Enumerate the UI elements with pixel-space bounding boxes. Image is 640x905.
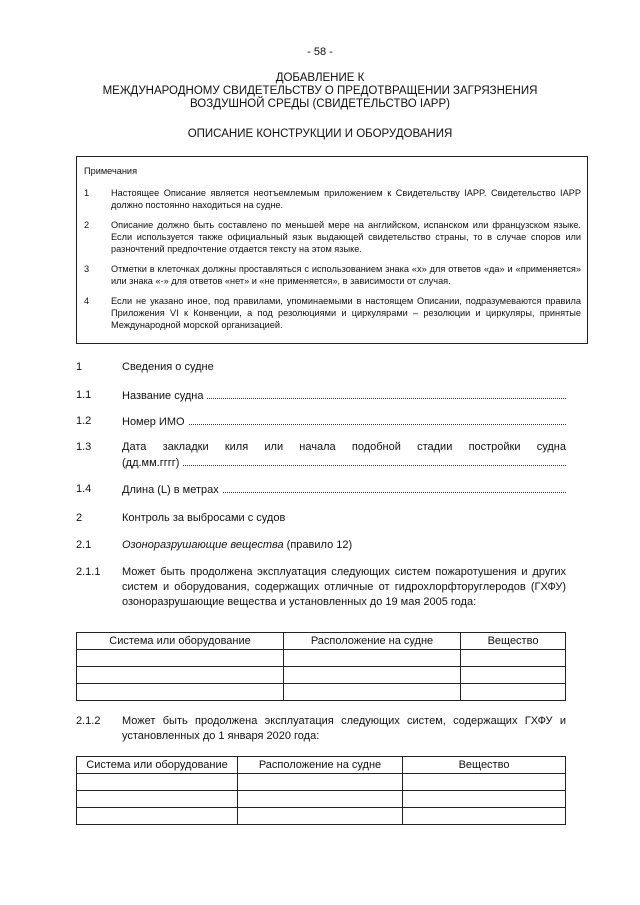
notes-box xyxy=(76,156,588,344)
column-header: Вещество xyxy=(403,757,566,774)
table-cell[interactable] xyxy=(77,684,284,701)
note-text: Отметки в клеточках должны проставляться с использованием знака «x» для ответов «да» и «применяется» или знака «-» для ответов «нет» и «не применяется», в зависимости от случая. xyxy=(111,264,581,286)
section-2-1-1 xyxy=(76,565,566,610)
column-header: Расположение на судне xyxy=(284,633,461,650)
note-number: 4 xyxy=(84,296,90,306)
table-cell[interactable] xyxy=(77,650,284,667)
table-cell[interactable] xyxy=(284,650,461,667)
note-text: Если не указано иное, под правилами, упоминаемыми в настоящем Описании, подразумеваются правила Приложения VI к Конвенции, а под резолюциями и циркулярами – резолюции и циркуляры, принятые Международной морской организацией. xyxy=(111,296,581,330)
table-cell[interactable] xyxy=(461,667,566,684)
column-header: Система или оборудование xyxy=(77,633,284,650)
note-item xyxy=(84,187,581,211)
table-cell[interactable] xyxy=(238,808,403,825)
table-cell[interactable] xyxy=(403,808,566,825)
section-2-1 xyxy=(76,538,566,553)
table-cell[interactable] xyxy=(403,791,566,808)
table-cell[interactable] xyxy=(461,684,566,701)
section-2-1-2 xyxy=(76,714,566,744)
section-number: 1.2 xyxy=(76,415,92,427)
field-label-cont: (дд.мм.гггг) xyxy=(122,457,180,469)
table-cell[interactable] xyxy=(403,774,566,791)
table-row xyxy=(77,684,566,701)
table-header-row xyxy=(77,757,566,774)
note-item xyxy=(84,219,581,255)
table-cell[interactable] xyxy=(77,791,238,808)
table-cell[interactable] xyxy=(284,684,461,701)
table-row xyxy=(77,774,566,791)
note-item xyxy=(84,263,581,287)
table-row xyxy=(77,808,566,825)
table-cell[interactable] xyxy=(77,667,284,684)
imo-number-fill-line[interactable] xyxy=(189,414,566,425)
field-label: Длина (L) в метрах xyxy=(122,484,219,496)
note-number: 1 xyxy=(84,188,90,198)
column-header: Расположение на судне xyxy=(238,757,403,774)
table-header-row xyxy=(77,633,566,650)
field-label: Номер ИМО xyxy=(122,416,185,428)
table-cell[interactable] xyxy=(284,667,461,684)
table-row xyxy=(77,791,566,808)
document-title xyxy=(60,72,580,111)
section-text: Может быть продолжена эксплуатация следующих систем, содержащих ГХФУ и установленных до 1 января 2020 года: xyxy=(122,715,566,742)
table-cell[interactable] xyxy=(77,774,238,791)
field-label: Дата закладки киля или начала подобной стадии постройки судна xyxy=(122,441,566,453)
section-rule-ref: (правило 12) xyxy=(283,539,353,551)
section-number: 2.1.1 xyxy=(76,566,101,578)
column-header: Система или оборудование xyxy=(77,757,238,774)
table-cell[interactable] xyxy=(238,774,403,791)
keel-date-fill-line[interactable] xyxy=(183,455,566,466)
table-cell[interactable] xyxy=(77,808,238,825)
note-item xyxy=(84,295,581,331)
section-number: 1 xyxy=(76,361,83,373)
section-heading: Сведения о судне xyxy=(122,361,214,373)
table-cell[interactable] xyxy=(461,650,566,667)
field-label: Название судна xyxy=(122,390,204,402)
section-1 xyxy=(76,360,566,375)
section-italic-title: Озоноразрушающие вещества xyxy=(122,539,284,551)
column-header: Вещество xyxy=(461,633,566,650)
note-number: 3 xyxy=(84,264,90,274)
title-line: ДОБАВЛЕНИЕ К xyxy=(275,72,365,84)
note-text: Описание должно быть составлено по меньшей мере на английском, испанском или французском языке. Если используется также официальный язык выдающей свидетельство страны, то в случае споров или разночтений предпочтение отдается тексту на этом языке. xyxy=(111,220,581,254)
length-fill-line[interactable] xyxy=(223,482,566,493)
field-ship-name xyxy=(76,388,566,404)
table-cell[interactable] xyxy=(238,791,403,808)
hcfc-systems-table xyxy=(76,756,566,825)
field-keel-date xyxy=(76,440,566,471)
field-length xyxy=(76,482,566,498)
section-2 xyxy=(76,511,566,526)
section-number: 2.1.2 xyxy=(76,715,101,727)
note-text: Настоящее Описание является неотъемлемым приложением к Свидетельству IAPP. Свидетельство IAPP должно постоянно находиться на судне. xyxy=(111,188,581,210)
section-number: 1.3 xyxy=(76,441,92,453)
section-number: 1.4 xyxy=(76,483,92,495)
title-line: МЕЖДУНАРОДНОМУ СВИДЕТЕЛЬСТВУ О ПРЕДОТВРАЩЕНИИ ЗАГРЯЗНЕНИЯ xyxy=(102,85,538,97)
section-number: 1.1 xyxy=(76,389,92,401)
table-row xyxy=(77,650,566,667)
section-number: 2 xyxy=(76,512,83,524)
ods-systems-table xyxy=(76,632,566,701)
page-number: - 58 - xyxy=(307,46,333,58)
note-number: 2 xyxy=(84,220,90,230)
document-subtitle: ОПИСАНИЕ КОНСТРУКЦИИ И ОБОРУДОВАНИЯ xyxy=(187,128,453,140)
section-number: 2.1 xyxy=(76,539,92,551)
section-heading: Контроль за выбросами с судов xyxy=(122,512,286,524)
section-text: Может быть продолжена эксплуатация следующих систем пожаротушения и других систем и оборудования, содержащих отличные от гидрохлорфторуглеродов (ГХФУ) озоноразрушающие вещества и установленных до 19 мая 2005 года: xyxy=(122,566,566,608)
table-row xyxy=(77,667,566,684)
field-imo-number xyxy=(76,414,566,430)
ship-name-fill-line[interactable] xyxy=(207,388,566,399)
title-line: ВОЗДУШНОЙ СРЕДЫ (СВИДЕТЕЛЬСТВО IAPP) xyxy=(190,98,450,110)
notes-heading: Примечания xyxy=(84,166,138,176)
